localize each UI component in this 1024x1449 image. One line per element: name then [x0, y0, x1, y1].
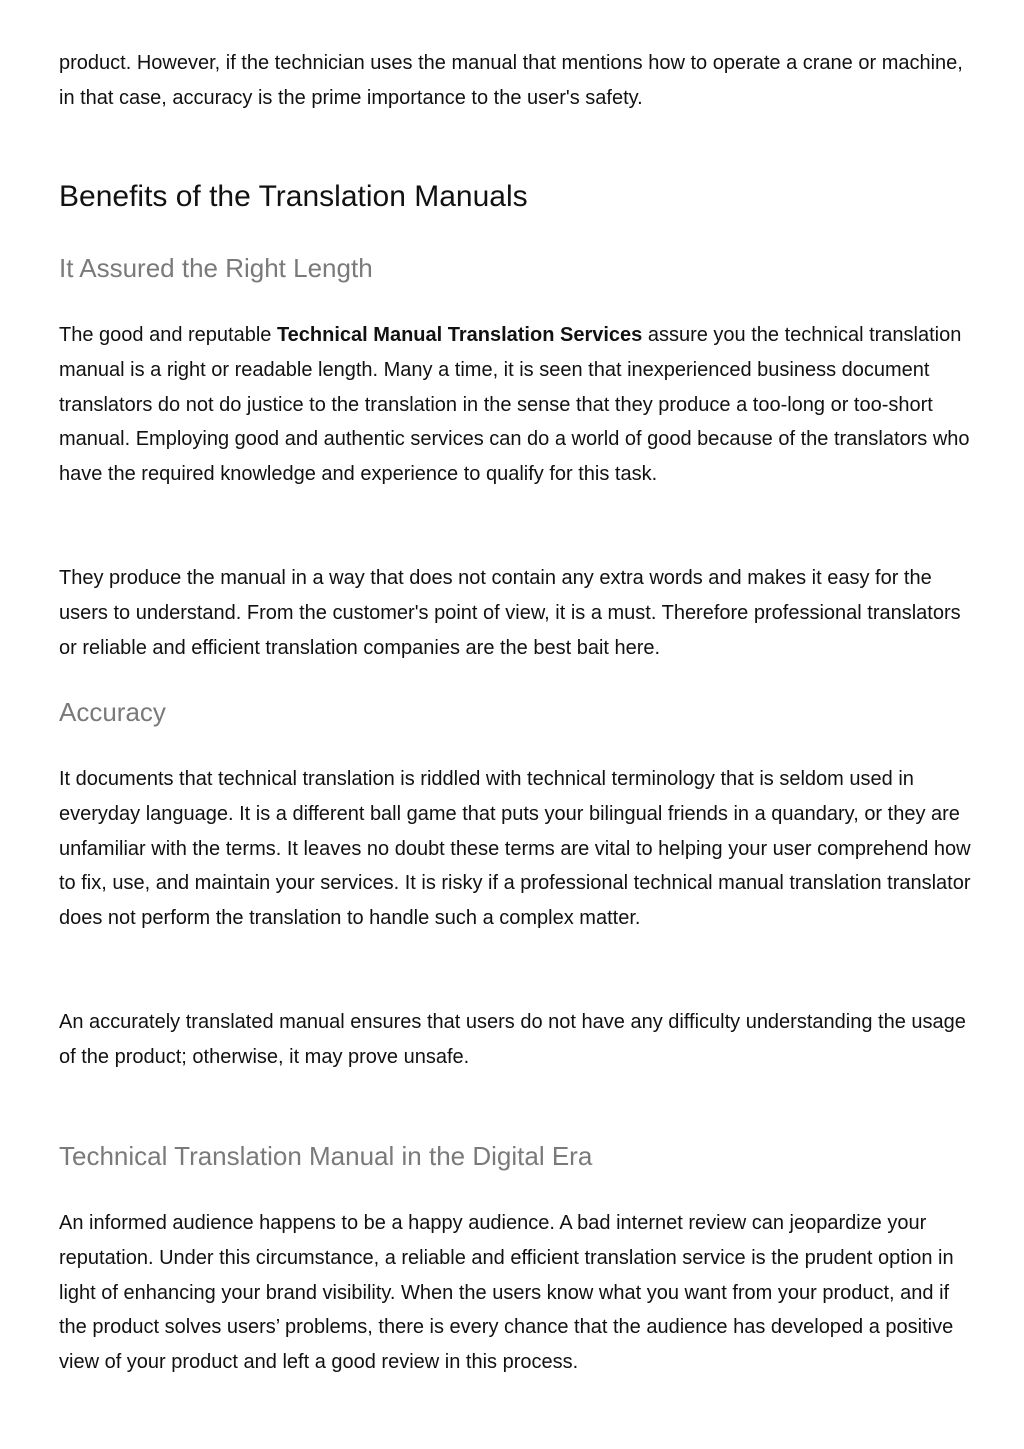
- accuracy-paragraph-2: An accurately translated manual ensures that users do not have any difficulty understanding the usage of the product; otherwise, it may prove unsafe.: [59, 1011, 966, 1068]
- digital-era-heading: Technical Translation Manual in the Digital Era: [59, 1141, 593, 1171]
- right-length-paragraph-1-suffix: assure you the technical translation manual is a right or readable length. Many a time, it is seen that inexperienced business document translators do not do justice to the translation in the sense that they produce a too-long or too-short manual. Employing good and authentic services can do a world of good because of the translators who have the required knowledge and experience to qualify for this task.: [59, 324, 970, 486]
- right-length-heading: It Assured the Right Length: [59, 253, 373, 283]
- service-name-bold: Technical Manual Translation Services: [276, 324, 643, 346]
- accuracy-paragraph-1: It documents that technical translation is riddled with technical terminology that is seldom used in everyday language. It is a different ball game that puts your bilingual friends in a quandary, or they are unfamiliar with the terms. It leaves no doubt these terms are vital to helping your user comprehend how to fix, use, and maintain your services. It is risky if a professional technical manual translation translator does not perform the translation to handle such a complex matter.: [59, 768, 971, 930]
- intro-paragraph: product. However, if the technician uses the manual that mentions how to operate a crane or machine, in that case, accuracy is the prime importance to the user's safety.: [59, 52, 963, 109]
- benefits-heading: Benefits of the Translation Manuals: [59, 180, 528, 213]
- right-length-paragraph-2: They produce the manual in a way that does not contain any extra words and makes it easy for the users to understand. From the customer's point of view, it is a must. Therefore professional translators or reliable and efficient translation companies are the best bait here.: [59, 567, 961, 659]
- digital-era-paragraph-1: An informed audience happens to be a happy audience. A bad internet review can jeopardize your reputation. Under this circumstance, a reliable and efficient translation service is the prudent option in light of enhancing your brand visibility. When the users know what you want from your product, and if the product solves users’ problems, there is every chance that the audience has developed a positive view of your product and left a good review in this process.: [59, 1212, 954, 1374]
- right-length-paragraph-1: [59, 318, 979, 492]
- right-length-paragraph-1-prefix: The good and reputable: [59, 324, 277, 346]
- accuracy-heading: Accuracy: [59, 697, 166, 727]
